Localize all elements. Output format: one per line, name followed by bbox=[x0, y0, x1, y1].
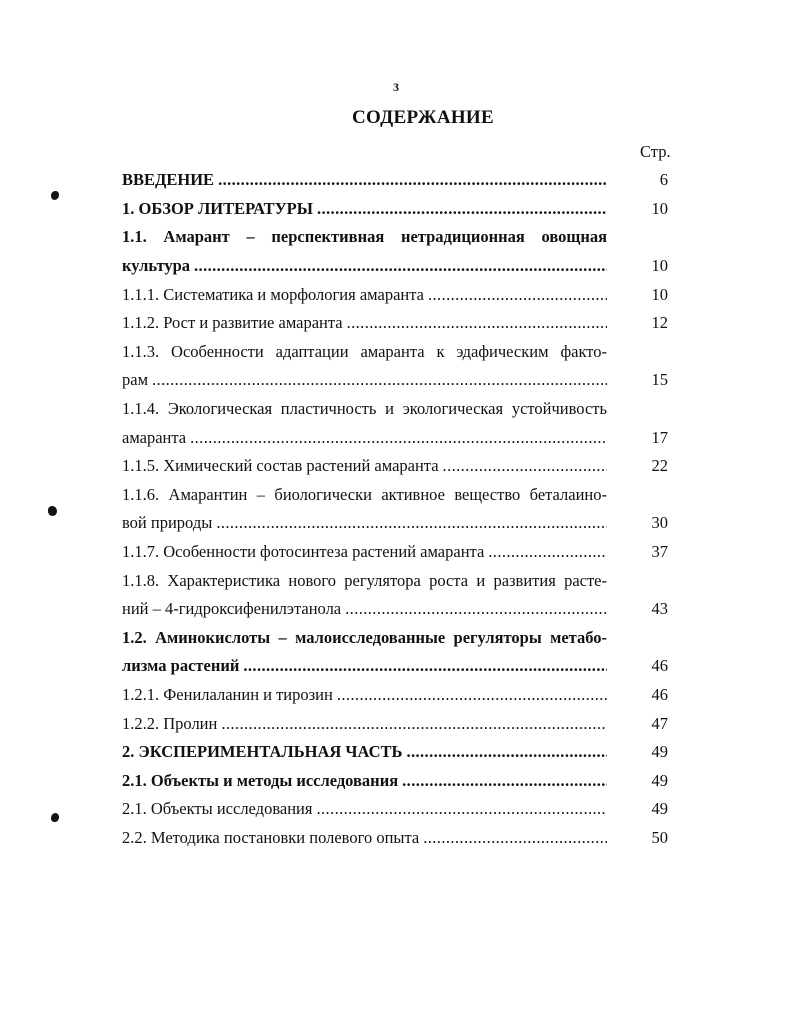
toc-page-number: 15 bbox=[651, 370, 668, 390]
dot-leader bbox=[190, 428, 607, 448]
dot-leader bbox=[443, 456, 607, 476]
toc-entry-1-2-1 bbox=[122, 681, 668, 710]
toc-entry-title-line: рам bbox=[122, 370, 149, 390]
toc-page-number: 12 bbox=[651, 313, 668, 333]
toc-entry-title-line: 1.1.3. Особенности адаптации амаранта к эдафическим факто- bbox=[122, 341, 607, 361]
toc-entry-introduction bbox=[122, 166, 668, 195]
dot-leader bbox=[152, 370, 607, 390]
scan-speck bbox=[51, 191, 59, 200]
toc-entry-1-1-4 bbox=[122, 395, 668, 452]
toc-entry-1-1-2 bbox=[122, 309, 668, 338]
toc-entry-1-1-1 bbox=[122, 280, 668, 309]
toc-entry-title-line: 1.1.8. Характеристика нового регулятора роста и развития расте- bbox=[122, 570, 607, 590]
toc-entry-title-line: вой природы bbox=[122, 513, 213, 533]
toc-entry-title: 2.1. Объекты исследования bbox=[122, 799, 313, 819]
dot-leader bbox=[317, 199, 607, 219]
toc-page-number: 10 bbox=[651, 284, 668, 304]
page-number: 3 bbox=[393, 80, 399, 94]
toc-page-number: 50 bbox=[651, 827, 668, 847]
toc-entry-1-1-7 bbox=[122, 538, 668, 567]
toc-entry-1-2-2 bbox=[122, 709, 668, 738]
toc-page-number: 47 bbox=[651, 713, 668, 733]
toc-entry-title: 1.1.7. Особенности фотосинтеза растений амаранта bbox=[122, 542, 485, 562]
toc-entry-title: 1.1.1. Систематика и морфология амаранта bbox=[122, 284, 424, 304]
toc-entry-2-1-objects bbox=[122, 795, 668, 824]
toc-entry-title-line: культура bbox=[122, 256, 191, 276]
toc-entry-1-1-8 bbox=[122, 566, 668, 623]
toc-entry-title-line: ний – 4-гидроксифенилэтанола bbox=[122, 599, 342, 619]
toc-entry-title: ВВЕДЕНИЕ bbox=[122, 170, 215, 190]
toc-entry-title-line: амаранта bbox=[122, 427, 187, 447]
toc-entry-title-line: лизма растений bbox=[122, 656, 240, 676]
toc-entry-title: 1.2.1. Фенилаланин и тирозин bbox=[122, 684, 333, 704]
toc-entry-1-1-3 bbox=[122, 338, 668, 395]
toc-entry-2-2 bbox=[122, 824, 668, 853]
toc-entry-title-line: 1.1.4. Экологическая пластичность и экологическая устойчивость bbox=[122, 399, 607, 419]
toc-page-number: 22 bbox=[651, 456, 668, 476]
toc-entry-1 bbox=[122, 195, 668, 224]
dot-leader bbox=[216, 513, 607, 533]
toc-page-number: 17 bbox=[651, 427, 668, 447]
toc-entry-title: 1.2.2. Пролин bbox=[122, 713, 218, 733]
dot-leader bbox=[218, 170, 607, 190]
page-title: СОДЕРЖАНИЕ bbox=[352, 107, 494, 128]
dot-leader bbox=[423, 828, 607, 848]
scan-speck bbox=[51, 813, 59, 822]
toc-entry-1-2 bbox=[122, 624, 668, 681]
toc-entry-2 bbox=[122, 738, 668, 767]
scan-speck bbox=[48, 506, 57, 516]
toc-entry-title: 1.1.5. Химический состав растений амаранта bbox=[122, 456, 439, 476]
toc-page-number: 49 bbox=[651, 799, 668, 819]
toc-entry-title: 1. ОБЗОР ЛИТЕРАТУРЫ bbox=[122, 198, 313, 218]
toc-entry-title: 1.1.2. Рост и развитие амаранта bbox=[122, 313, 343, 333]
dot-leader bbox=[428, 285, 607, 305]
toc-page-number: 49 bbox=[651, 742, 668, 762]
dot-leader bbox=[194, 256, 607, 276]
page-column-label: Стр. bbox=[640, 142, 671, 161]
dot-leader bbox=[347, 313, 607, 333]
dot-leader bbox=[402, 771, 607, 791]
toc-page-number: 49 bbox=[651, 770, 668, 790]
dot-leader bbox=[316, 799, 607, 819]
dot-leader bbox=[221, 714, 607, 734]
toc-entry-title-line: 1.1.6. Амарантин – биологически активное вещество беталаино- bbox=[122, 484, 607, 504]
toc-page-number: 10 bbox=[651, 256, 668, 276]
toc-page-number: 46 bbox=[651, 684, 668, 704]
toc-page-number: 46 bbox=[651, 656, 668, 676]
table-of-contents bbox=[122, 166, 668, 852]
dot-leader bbox=[337, 685, 607, 705]
toc-page-number: 10 bbox=[651, 198, 668, 218]
toc-entry-title-line: 1.2. Аминокислоты – малоисследованные регуляторы метабо- bbox=[122, 627, 607, 647]
dot-leader bbox=[488, 542, 607, 562]
dot-leader bbox=[243, 656, 607, 676]
toc-entry-1-1-5 bbox=[122, 452, 668, 481]
toc-entry-title: 2.1. Объекты и методы исследования bbox=[122, 770, 399, 790]
toc-page-number: 6 bbox=[659, 170, 668, 190]
toc-entry-title: 2.2. Методика постановки полевого опыта bbox=[122, 827, 420, 847]
toc-page-number: 37 bbox=[651, 542, 668, 562]
toc-page-number: 43 bbox=[651, 599, 668, 619]
dot-leader bbox=[345, 599, 607, 619]
toc-entry-2-1-objects-methods bbox=[122, 766, 668, 795]
toc-entry-1-1-6 bbox=[122, 481, 668, 538]
toc-entry-title: 2. ЭКСПЕРИМЕНТАЛЬНАЯ ЧАСТЬ bbox=[122, 742, 403, 762]
toc-entry-1-1 bbox=[122, 223, 668, 280]
toc-entry-title-line: 1.1. Амарант – перспективная нетрадиционная овощная bbox=[122, 227, 607, 247]
dot-leader bbox=[406, 742, 607, 762]
toc-page-number: 30 bbox=[651, 513, 668, 533]
